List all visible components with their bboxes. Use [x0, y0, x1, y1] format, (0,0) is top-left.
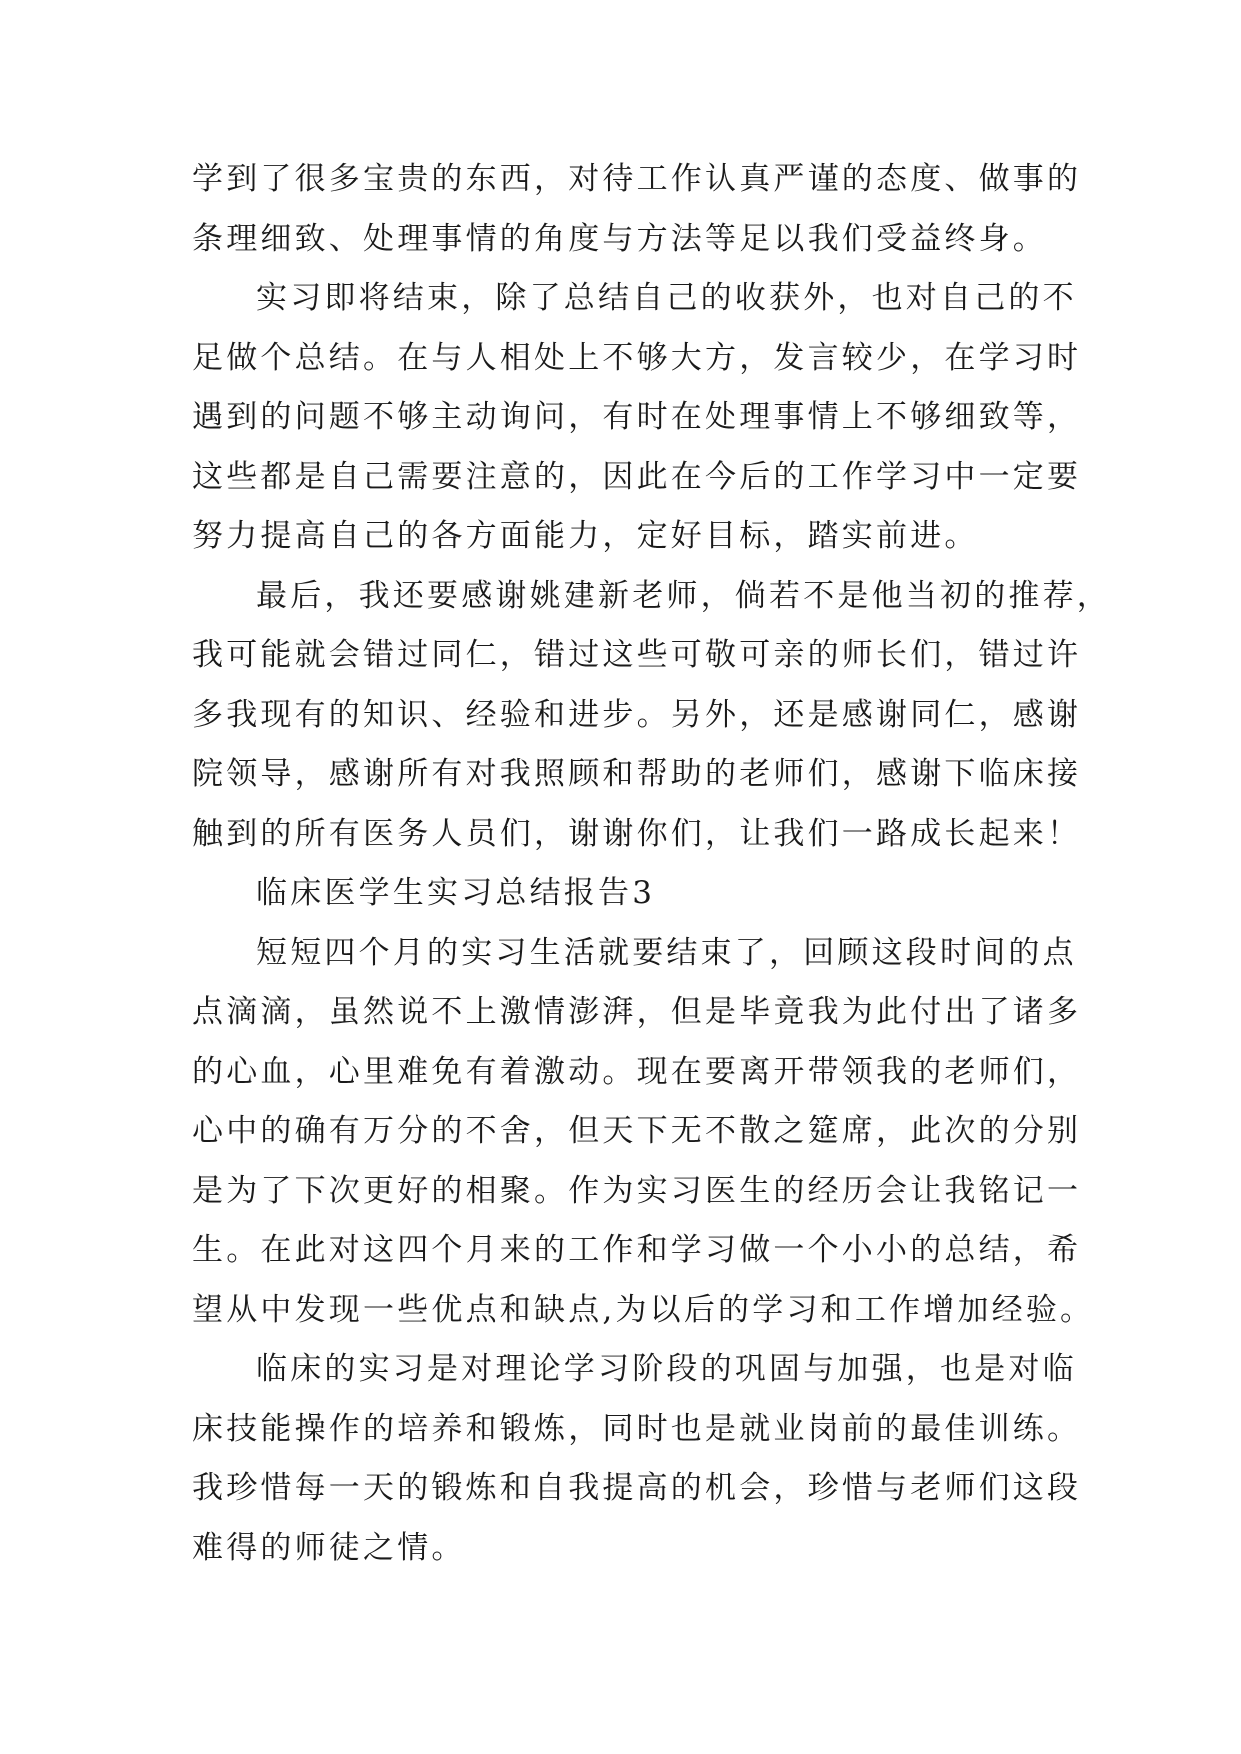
text-line: 遇到的问题不够主动询问，有时在处理事情上不够细致等， — [192, 399, 1082, 435]
text-line: 的心血，心里难免有着激动。现在要离开带领我的老师们， — [192, 1053, 1082, 1090]
text-line: 学到了很多宝贵的东西，对待工作认真严谨的态度、做事的 — [192, 161, 1082, 197]
text-line: 努力提高自己的各方面能力，定好目标，踏实前进。 — [192, 518, 979, 554]
text-line: 这些都是自己需要注意的，因此在今后的工作学习中一定要 — [192, 458, 1082, 495]
text-line: 足做个总结。在与人相处上不够大方，发言较少，在学习时 — [192, 339, 1082, 376]
text-line: 望从中发现一些优点和缺点,为以后的学习和工作增加经验。 — [192, 1291, 1095, 1328]
text-line: 多我现有的知识、经验和进步。另外，还是感谢同仁，感谢 — [192, 696, 1082, 733]
text-line: 院领导，感谢所有对我照顾和帮助的老师们，感谢下临床接 — [192, 756, 1082, 792]
text-line: 实习即将结束，除了总结自己的收获外，也对自己的不 — [256, 280, 1077, 316]
text-line: 临床的实习是对理论学习阶段的巩固与加强，也是对临 — [256, 1351, 1077, 1387]
section-heading: 临床医学生实习总结报告3 — [256, 875, 656, 911]
text-line: 是为了下次更好的相聚。作为实习医生的经历会让我铭记一 — [192, 1172, 1082, 1209]
text-line: 床技能操作的培养和锻炼，同时也是就业岗前的最佳训练。 — [192, 1410, 1082, 1447]
text-line: 最后，我还要感谢姚建新老师，倘若不是他当初的推荐， — [256, 577, 1111, 614]
text-line: 心中的确有万分的不舍，但天下无不散之筵席，此次的分别 — [192, 1113, 1082, 1149]
text-line: 短短四个月的实习生活就要结束了，回顾这段时间的点 — [256, 934, 1077, 971]
document-body — [192, 150, 1111, 1578]
text-line: 生。在此对这四个月来的工作和学习做一个小小的总结，希 — [192, 1232, 1082, 1268]
text-line: 条理细致、处理事情的角度与方法等足以我们受益终身。 — [192, 220, 1047, 257]
text-line: 难得的师徒之情。 — [192, 1529, 466, 1566]
text-line: 我珍惜每一天的锻炼和自我提高的机会，珍惜与老师们这段 — [192, 1470, 1082, 1506]
text-line: 触到的所有医务人员们，谢谢你们，让我们一路成长起来！ — [192, 815, 1082, 852]
text-line: 点滴滴，虽然说不上激情澎湃，但是毕竟我为此付出了诸多 — [192, 994, 1082, 1030]
text-line: 我可能就会错过同仁，错过这些可敬可亲的师长们，错过许 — [192, 637, 1082, 673]
